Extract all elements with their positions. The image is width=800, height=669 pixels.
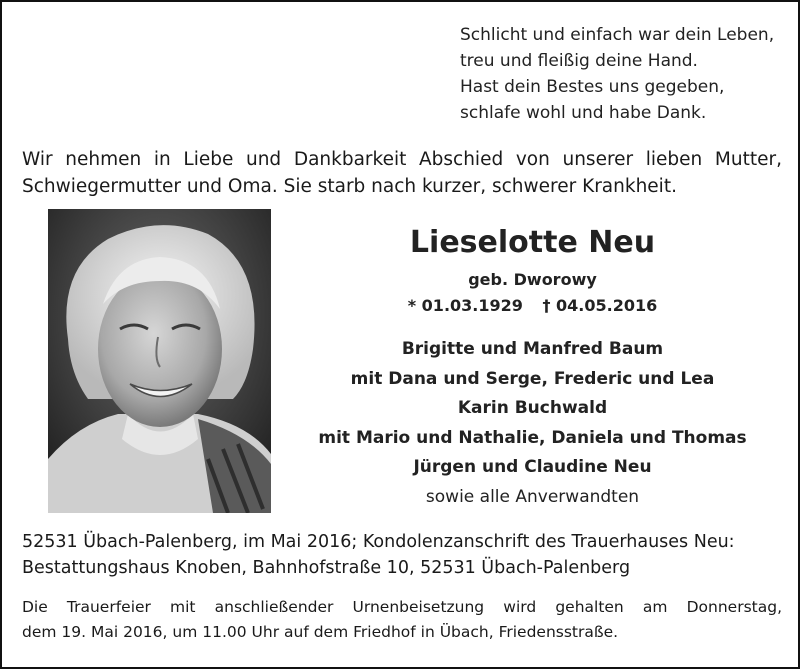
mourner-line: mit Mario und Nathalie, Daniela und Thomas bbox=[318, 427, 747, 448]
funeral-line: Die Trauerfeier mit anschließender Urnenbeisetzung wird gehalten am Donnerstag, bbox=[22, 598, 782, 616]
birth-name: geb. Dworowy bbox=[468, 270, 597, 289]
poem-line: schlafe wohl und habe Dank. bbox=[460, 103, 707, 123]
poem-line: Hast dein Bestes uns gegeben, bbox=[460, 77, 725, 97]
obituary-main bbox=[290, 223, 775, 512]
funeral-line: dem 19. Mai 2016, um 11.00 Uhr auf dem Friedhof in Übach, Friedensstraße. bbox=[22, 623, 619, 641]
mourner-line: mit Dana und Serge, Frederic und Lea bbox=[350, 368, 715, 389]
portrait-image bbox=[48, 209, 271, 513]
funeral-notice bbox=[22, 595, 782, 645]
portrait-photo bbox=[48, 209, 271, 513]
intro-text bbox=[22, 146, 782, 200]
life-dates bbox=[290, 295, 775, 317]
intro-line: Schwiegermutter und Oma. Sie starb nach kurzer, schwerer Krankheit. bbox=[22, 176, 677, 197]
mourner-line: Brigitte und Manfred Baum bbox=[401, 339, 664, 359]
mourners-closing: sowie alle Anverwandten bbox=[425, 486, 640, 507]
mourners-list bbox=[290, 335, 775, 512]
mourner-line: Karin Buchwald bbox=[457, 398, 608, 418]
condolence-address bbox=[22, 529, 782, 581]
intro-line: Wir nehmen in Liebe und Dankbarkeit Abschied von unserer lieben Mutter, bbox=[22, 149, 782, 170]
mourner-line: Jürgen und Claudine Neu bbox=[413, 457, 652, 477]
poem-line: Schlicht und einfach war dein Leben, bbox=[460, 25, 775, 45]
birth-date: * 01.03.1929 bbox=[407, 296, 523, 315]
address-line: Bestattungshaus Knoben, Bahnhofstraße 10, 52531 Übach-Palenberg bbox=[22, 558, 631, 578]
poem-line: treu und fleißig deine Hand. bbox=[460, 51, 698, 71]
deceased-name: Lieselotte Neu bbox=[409, 225, 656, 260]
address-line: 52531 Übach-Palenberg, im Mai 2016; Kondolenzanschrift des Trauerhauses Neu: bbox=[22, 532, 735, 552]
death-date: † 04.05.2016 bbox=[542, 296, 658, 315]
poem bbox=[460, 22, 790, 126]
